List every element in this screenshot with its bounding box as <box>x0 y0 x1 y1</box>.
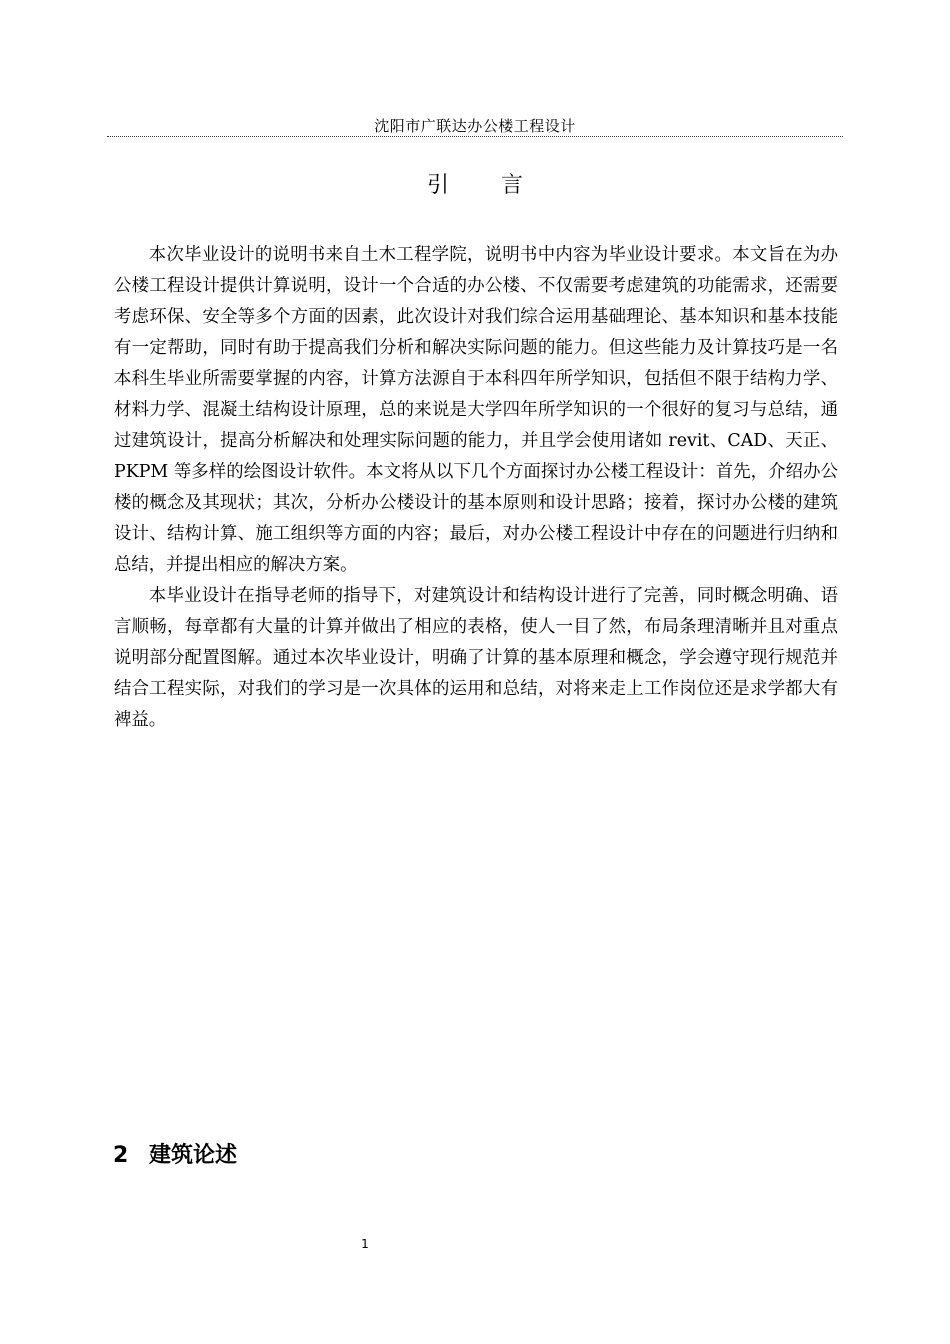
page-title: 引言 <box>426 173 575 198</box>
paragraph: 本毕业设计在指导老师的指导下，对建筑设计和结构设计进行了完善，同时概念明确、语言顺畅，每章都有大量的计算并做出了相应的表格，使人一目了然，布局条理清晰并且对重点说明部分配置图解。通过本次毕业设计，明确了计算的基本原理和概念，学会遵守现行规范并结合工程实际，对我们的学习是一次具体的运用和总结，对将来走上工作岗位还是求学都大有裨益。 <box>114 586 838 730</box>
section-heading <box>113 1140 237 1172</box>
section-number: 2 <box>113 1143 129 1168</box>
page-number: 1 <box>361 1237 369 1251</box>
running-header: 沈阳市广联达办公楼工程设计 <box>374 117 576 135</box>
section-title: 建筑论述 <box>149 1143 238 1168</box>
header-divider <box>107 136 843 137</box>
paragraph: 本次毕业设计的说明书来自土木工程学院，说明书中内容为毕业设计要求。本文旨在为办公楼工程设计提供计算说明，设计一个合适的办公楼、不仅需要考虑建筑的功能需求，还需要考虑环保、安全等多个方面的因素，此次设计对我们综合运用基础理论、基本知识和基本技能有一定帮助，同时有助于提高我们分析和解决实际问题的能力。但这些能力及计算技巧是一名本科生毕业所需要掌握的内容，计算方法源自于本科四年所学知识，包括但不限于结构力学、材料力学、混凝土结构设计原理，总的来说是大学四年所学知识的一个很好的复习与总结，通过建筑设计，提高分析解决和处理实际问题的能力，并且学会使用诸如 revit、CAD、天正、PKPM 等多样的绘图设计软件。本文将从以下几个方面探讨办公楼工程设计：首先，介绍办公楼的概念及其现状；其次，分析办公楼设计的基本原则和设计思路；接着，探讨办公楼的建筑设计、结构计算、施工组织等方面的内容；最后，对办公楼工程设计中存在的问题进行归纳和总结，并提出相应的解决方案。 <box>114 245 838 575</box>
body-text <box>114 240 838 736</box>
